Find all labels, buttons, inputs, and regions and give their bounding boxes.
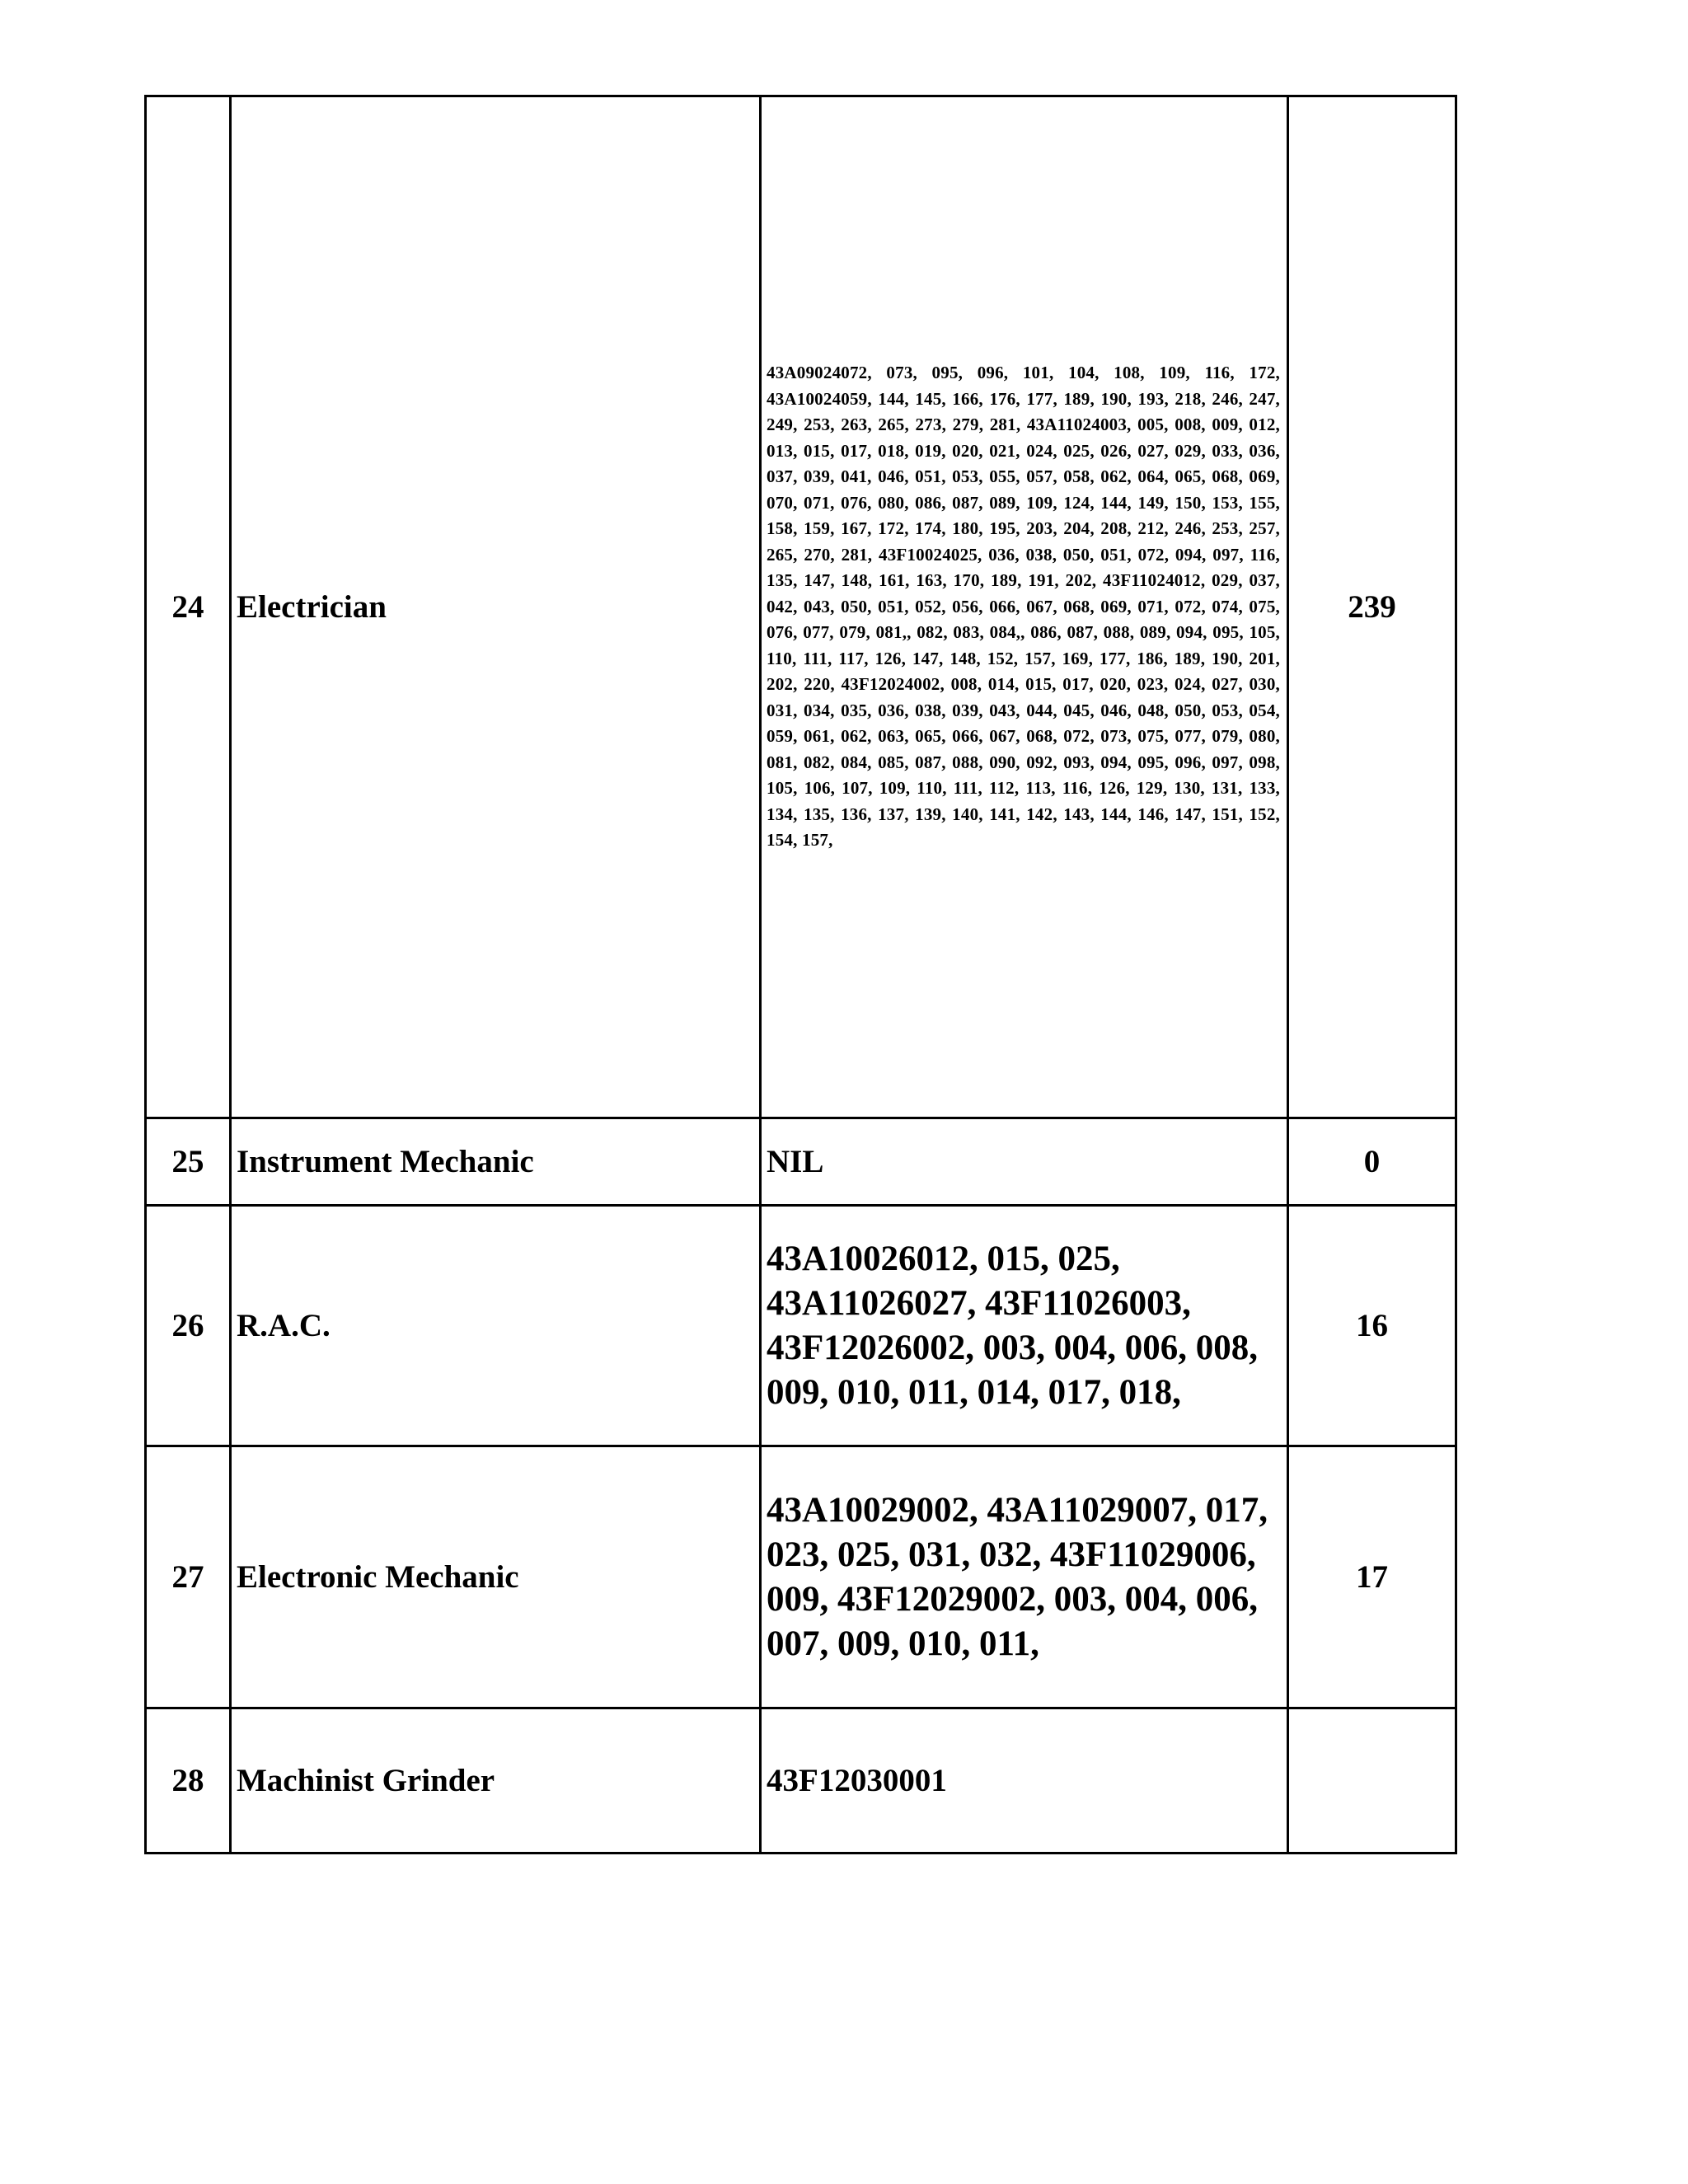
table-row (146, 1206, 1456, 1446)
roll-numbers-cell (761, 1708, 1288, 1854)
roll-numbers-text: NIL (767, 1144, 824, 1179)
table-row (146, 1708, 1456, 1854)
roll-numbers-text: 43A10026012, 015, 025, 43A11026027, 43F11026003, 43F12026002, 003, 004, 006, 008, 009, 010, 011, 014, 017, 018, (767, 1239, 1259, 1412)
serial-number-cell: 25 (146, 1118, 231, 1206)
serial-number-cell: 24 (146, 96, 231, 1118)
trade-name-cell: R.A.C. (231, 1206, 761, 1446)
pass-count-cell: 0 (1288, 1118, 1456, 1206)
trade-name-cell: Electronic Mechanic (231, 1446, 761, 1708)
results-table (144, 95, 1457, 1854)
table-row (146, 1446, 1456, 1708)
trade-name-cell: Instrument Mechanic (231, 1118, 761, 1206)
pass-count-cell (1288, 1708, 1456, 1854)
serial-number-cell: 28 (146, 1708, 231, 1854)
roll-numbers-text: 43F12030001 (767, 1763, 947, 1798)
table-row (146, 1118, 1456, 1206)
roll-numbers-cell (761, 1118, 1288, 1206)
pass-count-cell: 17 (1288, 1446, 1456, 1708)
serial-number-cell: 26 (146, 1206, 231, 1446)
roll-numbers-text: 43A09024072, 073, 095, 096, 101, 104, 108, 109, 116, 172, 43A10024059, 144, 145, 166, 176, 177, 189, 190, 193, 218, 246, 247, 249, 253, 263, 265, 273, 279, 281, 43A11024003, 005, 008, 009, 012, 013, 015, 017, 018, 019, 020, 021, 024, 025, 026, 027, 029, 033, 036, 037, 039, 041, 046, 051, 053, 055, 057, 058, 062, 064, 065, 068, 069, 070, 071, 076, 080, 086, 087, 089, 109, 124, 144, 149, 150, 153, 155, 158, 159, 167, 172, 174, 180, 195, 203, 204, 208, 212, 246, 253, 257, 265, 270, 281, 43F10024025, 036, 038, 050, 051, 072, 094, 097, 116, 135, 147, 148, 161, 163, 170, 189, 191, 202, 43F11024012, 029, 037, 042, 043, 050, 051, 052, 056, 066, 067, 068, 069, 071, 072, 074, 075, 076, 077, 079, 081,, 082, 083, 084,, 086, 087, 088, 089, 094, 095, 105, 110, 111, 117, 126, 147, 148, 152, 157, 169, 177, 186, 189, 190, 201, 202, 220, 43F12024002, 008, 014, 015, 017, 020, 023, 024, 027, 030, 031, 034, 035, 036, 038, 039, 043, 044, 045, 046, 048, 050, 053, 054, 059, 061, 062, 063, 065, 066, 067, 068, 072, 073, 075, 077, 079, 080, 081, 082, 084, 085, 087, 088, 090, 092, 093, 094, 095, 096, 097, 098, 105, 106, 107, 109, 110, 111, 112, 113, 116, 126, 129, 130, 131, 133, 134, 135, 136, 137, 139, 140, 141, 142, 143, 144, 146, 147, 151, 152, 154, 157, (767, 363, 1280, 851)
serial-number-cell: 27 (146, 1446, 231, 1708)
trade-name-cell: Electrician (231, 96, 761, 1118)
roll-numbers-text: 43A10029002, 43A11029007, 017, 023, 025, 031, 032, 43F11029006, 009, 43F12029002, 003, 004, 006, 007, 009, 010, 011, (767, 1490, 1268, 1663)
table-row (146, 96, 1456, 1118)
roll-numbers-cell (761, 1446, 1288, 1708)
pass-count-cell: 239 (1288, 96, 1456, 1118)
roll-numbers-cell (761, 96, 1288, 1118)
roll-numbers-cell (761, 1206, 1288, 1446)
trade-name-cell: Machinist Grinder (231, 1708, 761, 1854)
pass-count-cell: 16 (1288, 1206, 1456, 1446)
